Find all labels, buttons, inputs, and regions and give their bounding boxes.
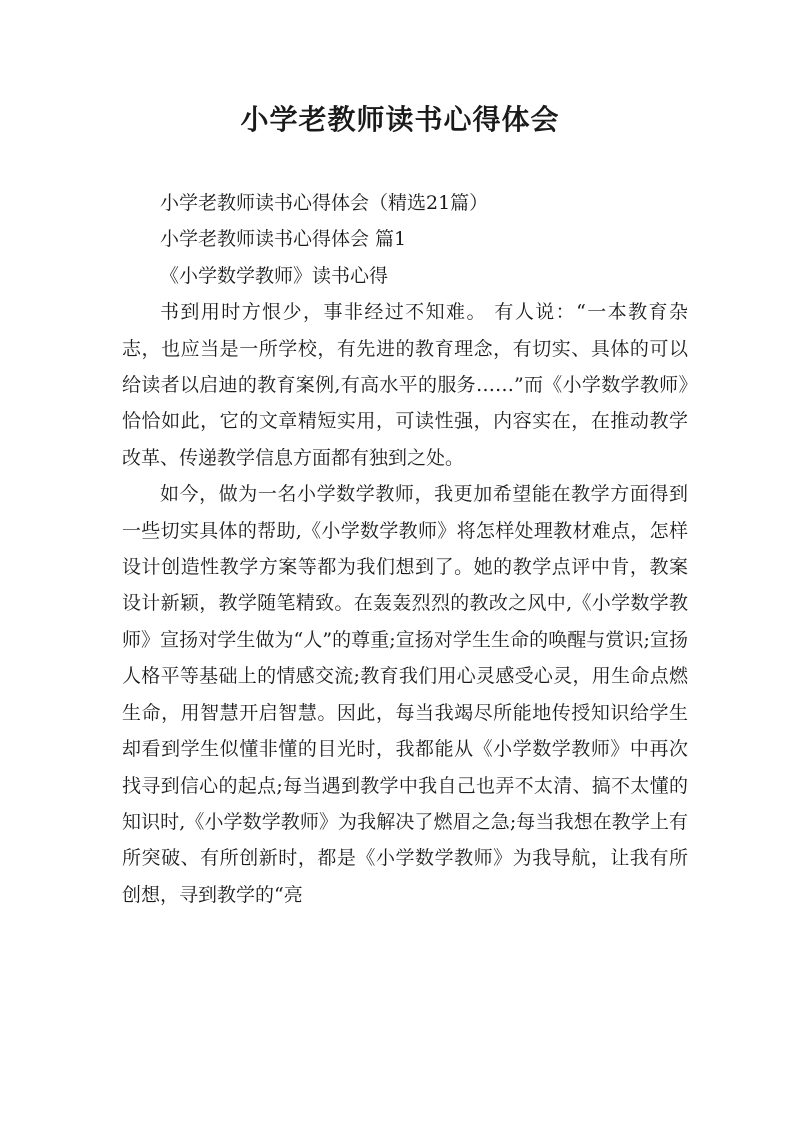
- subtitle: 小学老教师读书心得体会（精选21篇）: [160, 192, 489, 214]
- paragraph: 书到用时方恨少，事非经过不知难。 有人说：“一本教育杂志，也应当是一所学校，有先进的教育理念，有切实、具体的可以给读者以启迪的教育案例,有高水平的服务……”而《小学数学教师》恰恰如此，它的文章精短实用，可读性强，内容实在，在推动教学改革、传递教学信息方面都有独到之处。: [122, 301, 688, 469]
- document-body: [122, 185, 688, 913]
- section-heading: 小学老教师读书心得体会 篇1: [160, 228, 407, 251]
- paragraph: 如今，做为一名小学数学教师，我更加希望能在教学方面得到一些切实具体的帮助,《小学数学教师》将怎样处理教材难点，怎样设计创造性教学方案等都为我们想到了。她的教学点评中肯，教案设计新颖，教学随笔精致。在轰轰烈烈的教改之风中,《小学数学教师》宣扬对学生做为“人”的尊重;宣扬对学生生命的唤醒与赏识;宣扬人格平等基础上的情感交流;教育我们用心灵感受心灵，用生命点燃生命，用智慧开启智慧。因此，每当我竭尽所能地传授知识给学生却看到学生似懂非懂的目光时，我都能从《小学数学教师》中再次找寻到信心的起点;每当遇到教学中我自己也弄不太清、搞不太懂的知识时,《小学数学教师》为我解决了燃眉之急;每当我想在教学上有所突破、有所创新时，都是《小学数学教师》为我导航，让我有所创想，寻到教学的“亮: [122, 483, 688, 906]
- essay-title: 《小学数学教师》读书心得: [160, 264, 389, 287]
- document-title: 小学老教师读书心得体会: [240, 103, 560, 136]
